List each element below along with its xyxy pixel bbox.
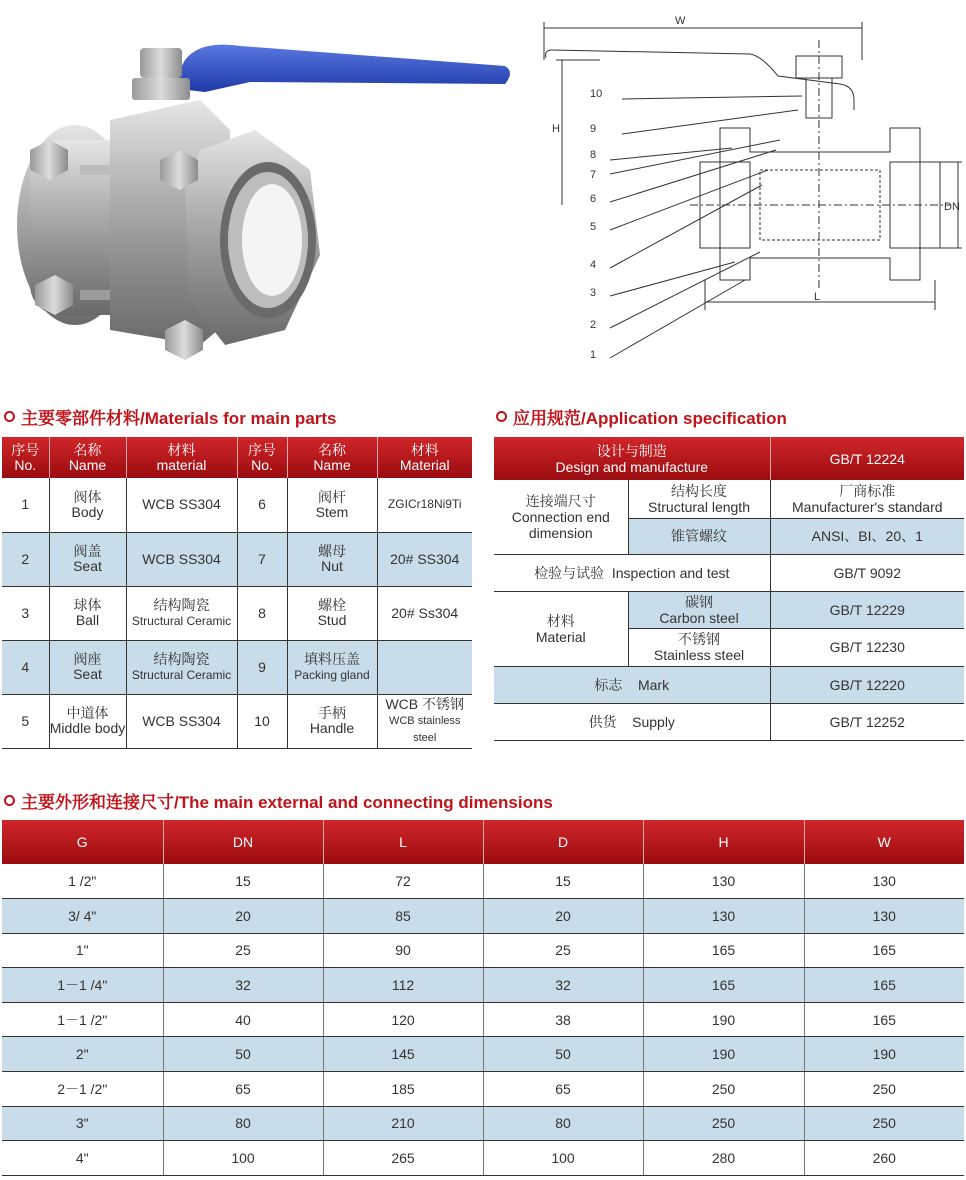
bullet-ring-icon [4,411,15,422]
header-cell: 材料 material [126,437,237,478]
bullet-ring-icon [496,411,507,422]
header-cell: 名称 Name [49,437,126,478]
callout-8: 8 [590,149,597,161]
callout-3: 3 [590,287,597,299]
valve-section-drawing [540,0,966,380]
materials-section-title: 主要零部件材料/Materials for main parts [4,404,337,429]
header-cell: G [2,820,163,864]
header-cell: DN [163,820,323,864]
table-row: 1－1 /2" 40 120 38 190 165 [2,1002,964,1037]
table-row: 连接端尺寸 Connection end dimension 结构长度 Structural length 厂商标准 Manufacturer's standard [494,480,964,518]
bullet-ring-icon [4,795,15,806]
table-row: 2－1 /2" 65 185 65 250 250 [2,1072,964,1107]
table-row: 3/ 4" 20 85 20 130 130 [2,899,964,934]
table-row: 3 球体 Ball 结构陶瓷 Structural Ceramic 8 螺栓 Stud 20# Ss304 [2,586,472,640]
table-row: 1－1 /4" 32 112 32 165 165 [2,968,964,1003]
header-cell: 序号 No. [237,437,287,478]
dim-h-label: H [552,123,560,135]
table-row: 标志 Mark GB/T 12220 [494,666,964,703]
dims-header-row [2,820,964,864]
callout-9: 9 [590,123,597,135]
table-row: 5 中道体 Middle body WCB SS304 10 手柄 Handle WCB 不锈钢 WCB stainless steel [2,694,472,748]
table-row: 不锈钢 Stainless steel GB/T 12230 [494,628,964,666]
dimensions-table [2,820,964,1176]
dim-dn-label: DN [944,201,960,213]
table-row: 2" 50 145 50 190 190 [2,1037,964,1072]
callout-1: 1 [590,349,597,361]
table-row: 供货 Supply GB/T 12252 [494,703,964,740]
table-row: 4" 100 265 100 280 260 [2,1141,964,1176]
header-cell: H [643,820,804,864]
table-row: 检验与试验 Inspection and test GB/T 9092 [494,554,964,591]
header-cell: W [804,820,964,864]
table-row: 2 阀盖 Seat WCB SS304 7 螺母 Nut 20# SS304 [2,532,472,586]
callout-10: 10 [590,88,603,100]
callout-2: 2 [590,319,597,331]
materials-header-row [2,437,472,478]
table-row: 锥管螺纹 ANSI、BI、20、1 [494,518,964,554]
dims-section-title: 主要外形和连接尺寸/The main external and connecting dimensions [4,788,553,813]
dim-w-label: W [675,15,686,27]
table-row: 1 阀体 Body WCB SS304 6 阀杆 Stem ZGICr18Ni9Ti [2,478,472,532]
callout-4: 4 [590,259,597,271]
callout-5: 5 [590,221,597,233]
table-row: 1" 25 90 25 165 165 [2,933,964,968]
header-cell: 序号 No. [2,437,49,478]
header-cell: 名称 Name [287,437,377,478]
table-row: 1 /2" 15 72 15 130 130 [2,864,964,899]
callout-7: 7 [590,169,597,181]
spec-table [494,437,964,741]
header-cell: D [483,820,643,864]
callout-6: 6 [590,193,597,205]
dim-l-label: L [814,291,821,303]
header-cell: L [323,820,483,864]
materials-table [2,437,472,749]
table-row: 3" 80 210 80 250 250 [2,1106,964,1141]
spec-section-title: 应用规范/Application specification [496,404,787,429]
spec-header-row: 设计与制造 Design and manufacture GB/T 12224 [494,437,964,480]
header-cell: 材料 Material [377,437,472,478]
table-row: 4 阀座 Seat 结构陶瓷 Structural Ceramic 9 填料压盖 Packing gland [2,640,472,694]
table-row: 材料 Material 碳钢 Carbon steel GB/T 12229 [494,591,964,628]
ball-valve-photo [0,0,530,380]
